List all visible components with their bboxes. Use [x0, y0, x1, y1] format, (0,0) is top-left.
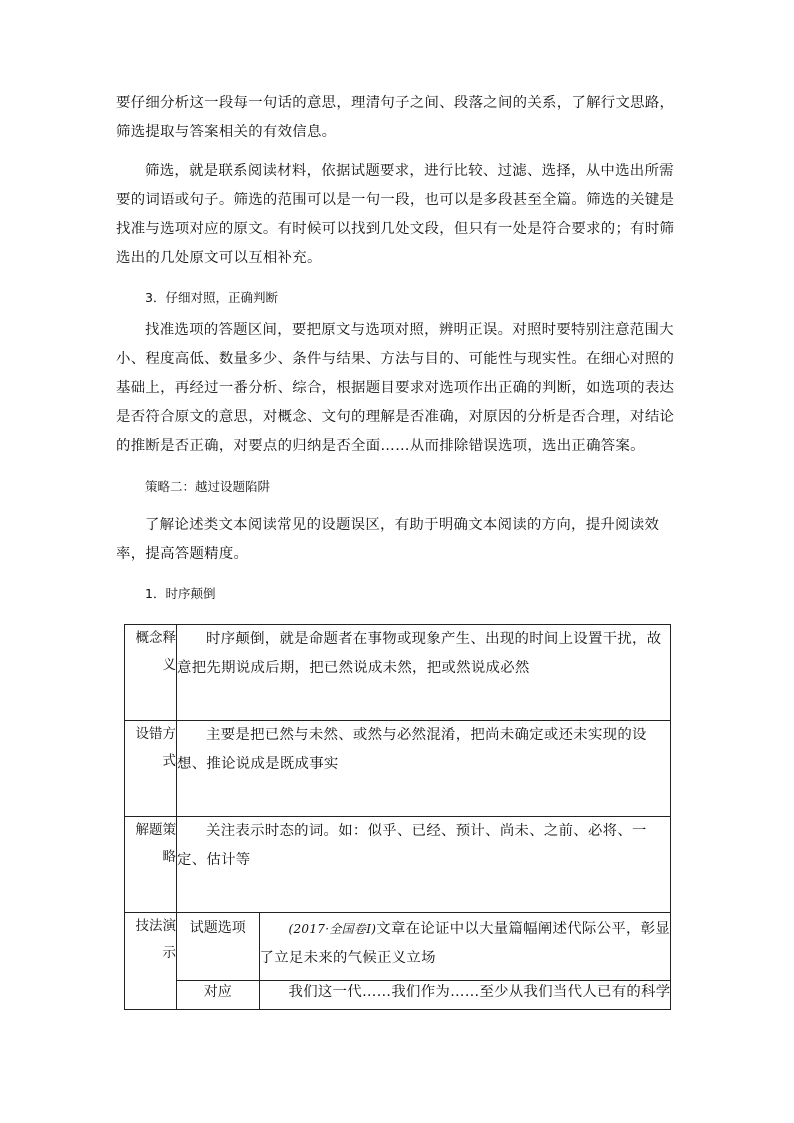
- demo-label-text: 对应: [203, 983, 232, 1000]
- row-label-text: 概念释义: [135, 630, 176, 673]
- demo-content-text: 文章在论证中以大量篇幅阐述代际公平，彰显了立足未来的气候正义立场: [259, 921, 671, 966]
- row-content-strategy: [177, 817, 671, 913]
- paragraph-screening: 筛选，就是联系阅读材料，依据试题要求，进行比较、过滤、选择，从中选出所需要的词语或句子。筛选的范围可以是一句一段，也可以是多段甚至全篇。筛选的关键是找准与选项对应的原文。有时候可以找到几处文段，但只有一处是符合要求的；有时筛选出的几处原文可以互相补充。: [116, 163, 675, 266]
- paragraph-pitfalls: 了解论述类文本阅读常见的设题误区，有助于明确文本阅读的方向，提升阅读效率，提高答题精度。: [116, 517, 660, 562]
- row-label-demo: [125, 913, 177, 1010]
- demo-label-option: [177, 913, 259, 980]
- table-row: [125, 913, 671, 1010]
- demo-row-corresponding: [177, 980, 671, 1009]
- demo-label-text: 试题选项: [189, 920, 246, 936]
- paragraph-intro: 要仔细分析这一段每一句话的意思，理清句子之间、段落之间的关系，了解行文思路，筛选提取与答案相关的有效信息。: [116, 95, 675, 140]
- row-label-text: 解题策略: [135, 822, 176, 865]
- demo-subtable: [177, 913, 671, 1009]
- row-content-method: [177, 721, 671, 817]
- row-content-demo: [177, 913, 671, 1010]
- demo-content-text: 我们这一代……我们作为……至少从我们当代人已有的科学: [288, 983, 671, 1000]
- table-row: [125, 625, 671, 721]
- table-row: [125, 817, 671, 913]
- section-heading-compare: 3．仔细对照，正确判断: [145, 290, 278, 305]
- row-content-text: 关注表示时态的词。如：似乎、已经、预计、尚未、之前、必将、一定、估计等: [177, 823, 647, 868]
- source-citation: (2017·全国卷Ⅰ): [288, 922, 377, 936]
- row-label-text: 技法演示: [135, 918, 176, 961]
- row-content-text: 主要是把已然与未然、或然与必然混淆，把尚未确定或还未实现的设想、推论说成是既成事实: [177, 727, 647, 772]
- demo-label-corresponding: [177, 980, 259, 1009]
- pitfall-table: [124, 624, 671, 1010]
- row-label-strategy: [125, 817, 177, 913]
- row-label-concept: [125, 625, 177, 721]
- demo-content-corresponding: [259, 980, 671, 1009]
- demo-content-option: [259, 913, 671, 980]
- demo-row-option: [177, 913, 671, 980]
- paragraph-compare: 找准选项的答题区间，要把原文与选项对照，辨明正误。对照时要特别注意范围大小、程度高低、数量多少、条件与结果、方法与目的、可能性与现实性。在细心对照的基础上，再经过一番分析、综合，根据题目要求对选项作出正确的判断，如选项的表达是否符合原文的意思，对概念、文句的理解是否准确，对原因的分析是否合理，对结论的推断是否正确，对要点的归纳是否全面……从而排除错误选项，选出正确答案。: [116, 322, 675, 454]
- table-row: [125, 721, 671, 817]
- row-label-text: 设错方式: [135, 726, 176, 769]
- row-content-concept: [177, 625, 671, 721]
- section-heading-time-order: 1．时序颠倒: [145, 586, 216, 601]
- row-content-text: 时序颠倒，就是命题者在事物或现象产生、出现的时间上设置干扰，故意把先期说成后期，把已然说成未然，把或然说成必然: [177, 631, 662, 676]
- row-label-method: [125, 721, 177, 817]
- section-heading-strategy-two: 策略二：越过设题陷阱: [145, 479, 271, 494]
